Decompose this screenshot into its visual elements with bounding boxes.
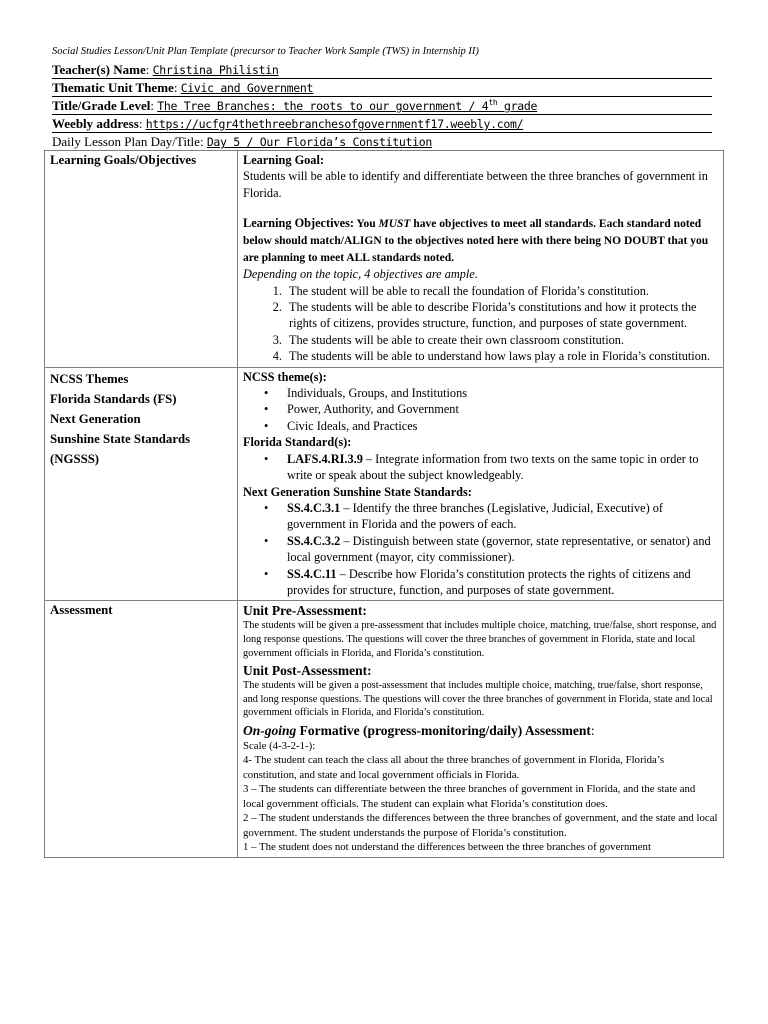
learning-goal-heading: Learning Goal: xyxy=(243,153,324,167)
pre-assessment-heading: Unit Pre-Assessment: xyxy=(243,603,367,619)
standards-row xyxy=(45,367,724,601)
florida-standard-item: • LAFS.4.RI.3.9 – Integrate information from two texts on the same topic in order to write or speak about the subject knowledgeably. xyxy=(283,451,718,484)
objective-item: 1. The student will be able to recall the foundation of Florida’s constitution. xyxy=(285,283,718,299)
standards-content xyxy=(238,367,724,601)
objectives-intro xyxy=(243,215,718,266)
unit-theme-label: Thematic Unit Theme xyxy=(52,80,174,95)
ngsss-list xyxy=(243,500,718,598)
assessment-content xyxy=(238,601,724,858)
ngsss-item: • SS.4.C.3.2 – Distinguish between state (governor, state representative, or senator) and local government (mayor, city commissioner). xyxy=(283,533,718,566)
teacher-name-value: Christina Philistin xyxy=(152,63,279,77)
daily-lesson-value: Day 5 / Our Florida’s Constitution xyxy=(206,135,433,149)
title-grade-suffix: grade xyxy=(497,99,538,113)
objectives-note-must: MUST xyxy=(378,218,411,231)
assessment-row xyxy=(45,601,724,858)
title-grade-text: The Tree Branches: the roots to our government / 4 xyxy=(157,99,489,113)
goals-row xyxy=(45,151,724,368)
ncss-item: • Civic Ideals, and Practices xyxy=(283,418,718,434)
florida-standards-heading: Florida Standard(s): xyxy=(243,435,352,450)
lesson-plan-table xyxy=(44,150,724,858)
title-grade-value xyxy=(157,99,537,113)
scale-item: 3 – The students can differentiate between the three branches of government in Florida, and the state and local government officials. The student can explain what Florida’s constitution does. xyxy=(243,783,696,810)
standards-row-label: NCSS Themes Florida Standards (FS) Next Generation Sunshine State Standards (NGSSS) xyxy=(45,367,238,601)
ncss-item: • Power, Authority, and Government xyxy=(283,401,718,417)
ngsss-item: • SS.4.C.11 – Describe how Florida’s constitution protects the rights of citizens and provides for structure, function, and purposes of state government. xyxy=(283,566,718,599)
pre-assessment-text: The students will be given a pre-assessment that includes multiple choice, matching, true/false, short response, and long response questions. The questions will cover the three branches of government in Florida, state and local government officials in Florida, and Florida’s constitution. xyxy=(243,620,717,659)
learning-goal-text: Students will be able to identify and differentiate between the three branches of government in Florida. xyxy=(243,169,708,200)
teacher-name-field: Teacher(s) Name: Christina Philistin xyxy=(52,62,712,79)
goals-content xyxy=(238,151,724,368)
scale-item: 2 – The student understands the differences between the three branches of government, and the state and local government. The student understands the purpose of Florida’s constitution. xyxy=(243,812,718,839)
weebly-address-field: Weebly address: https://ucfgr4thethreebranchesofgovernmentf17.weebly.com/ xyxy=(52,116,712,133)
ncss-list xyxy=(243,385,718,434)
ngsss-item: • SS.4.C.3.1 – Identify the three branches (Legislative, Judicial, Executive) of government in Florida and the powers of each. xyxy=(283,500,718,533)
objective-item: 2. The students will be able to describe Florida’s constitutions and how it protects the rights of citizens, provides structure, function, and purposes of state government. xyxy=(285,299,718,332)
daily-lesson-field: Daily Lesson Plan Day/Title: Day 5 / Our Florida’s Constitution xyxy=(52,134,704,151)
objectives-hint: Depending on the topic, 4 objectives are ample. xyxy=(243,267,478,282)
weebly-address-label: Weebly address xyxy=(52,116,139,131)
unit-theme-value: Civic and Government xyxy=(180,81,314,95)
objectives-note-pre: You xyxy=(354,218,379,231)
scale-item: 1 – The student does not understand the differences between the three branches of government xyxy=(243,841,651,854)
ncss-heading: NCSS theme(s): xyxy=(243,369,327,384)
ncss-item: • Individuals, Groups, and Institutions xyxy=(283,385,718,401)
florida-standards-list xyxy=(243,451,718,484)
objective-item: 4. The students will be able to understand how laws play a role in Florida’s constitution. xyxy=(285,348,718,364)
daily-lesson-label: Daily Lesson Plan Day/Title xyxy=(52,134,200,149)
unit-theme-field: Thematic Unit Theme: Civic and Government xyxy=(52,80,712,97)
assessment-row-label: Assessment xyxy=(45,601,238,858)
teacher-name-label: Teacher(s) Name xyxy=(52,62,146,77)
objectives-heading: Learning Objectives: xyxy=(243,216,354,231)
weebly-address-link[interactable]: https://ucfgr4thethreebranchesofgovernmentf17.weebly.com/ xyxy=(145,117,524,131)
title-grade-sup: th xyxy=(488,98,498,108)
objectives-list xyxy=(243,283,718,365)
ongoing-assessment-heading: On-going Formative (progress-monitoring/daily) Assessment: xyxy=(243,722,595,738)
post-assessment-heading: Unit Post-Assessment: xyxy=(243,663,372,679)
objective-item: 3. The students will be able to create their own classroom constitution. xyxy=(285,332,718,348)
template-note: Social Studies Lesson/Unit Plan Template (precursor to Teacher Work Sample (TWS) in Internship II) xyxy=(52,46,479,57)
scale-item: 4- The student can teach the class all about the three branches of government in Florida, Florida’s constitution, and state and local government officials in Florida. xyxy=(243,754,665,781)
title-grade-label: Title/Grade Level xyxy=(52,98,151,113)
ngsss-heading: Next Generation Sunshine State Standards: xyxy=(243,484,472,499)
objectives-note-post: have objectives to meet all standards. Each standard noted below should match/ALIGN to the objectives noted here with there being NO DOUBT that you are planning to meet ALL standards noted. xyxy=(243,218,709,265)
post-assessment-text: The students will be given a post-assessment that includes multiple choice, matching, true/false, short response, and long response questions. The questions will cover the three branches of government in Florida, state and local government officials in Florida, and Florida’s constitution. xyxy=(243,680,713,719)
goals-row-label: Learning Goals/Objectives xyxy=(45,151,238,368)
scale-title: Scale (4-3-2-1-): xyxy=(243,739,316,752)
title-grade-field: Title/Grade Level: The Tree Branches: the roots to our government / 4th grade xyxy=(52,98,712,115)
